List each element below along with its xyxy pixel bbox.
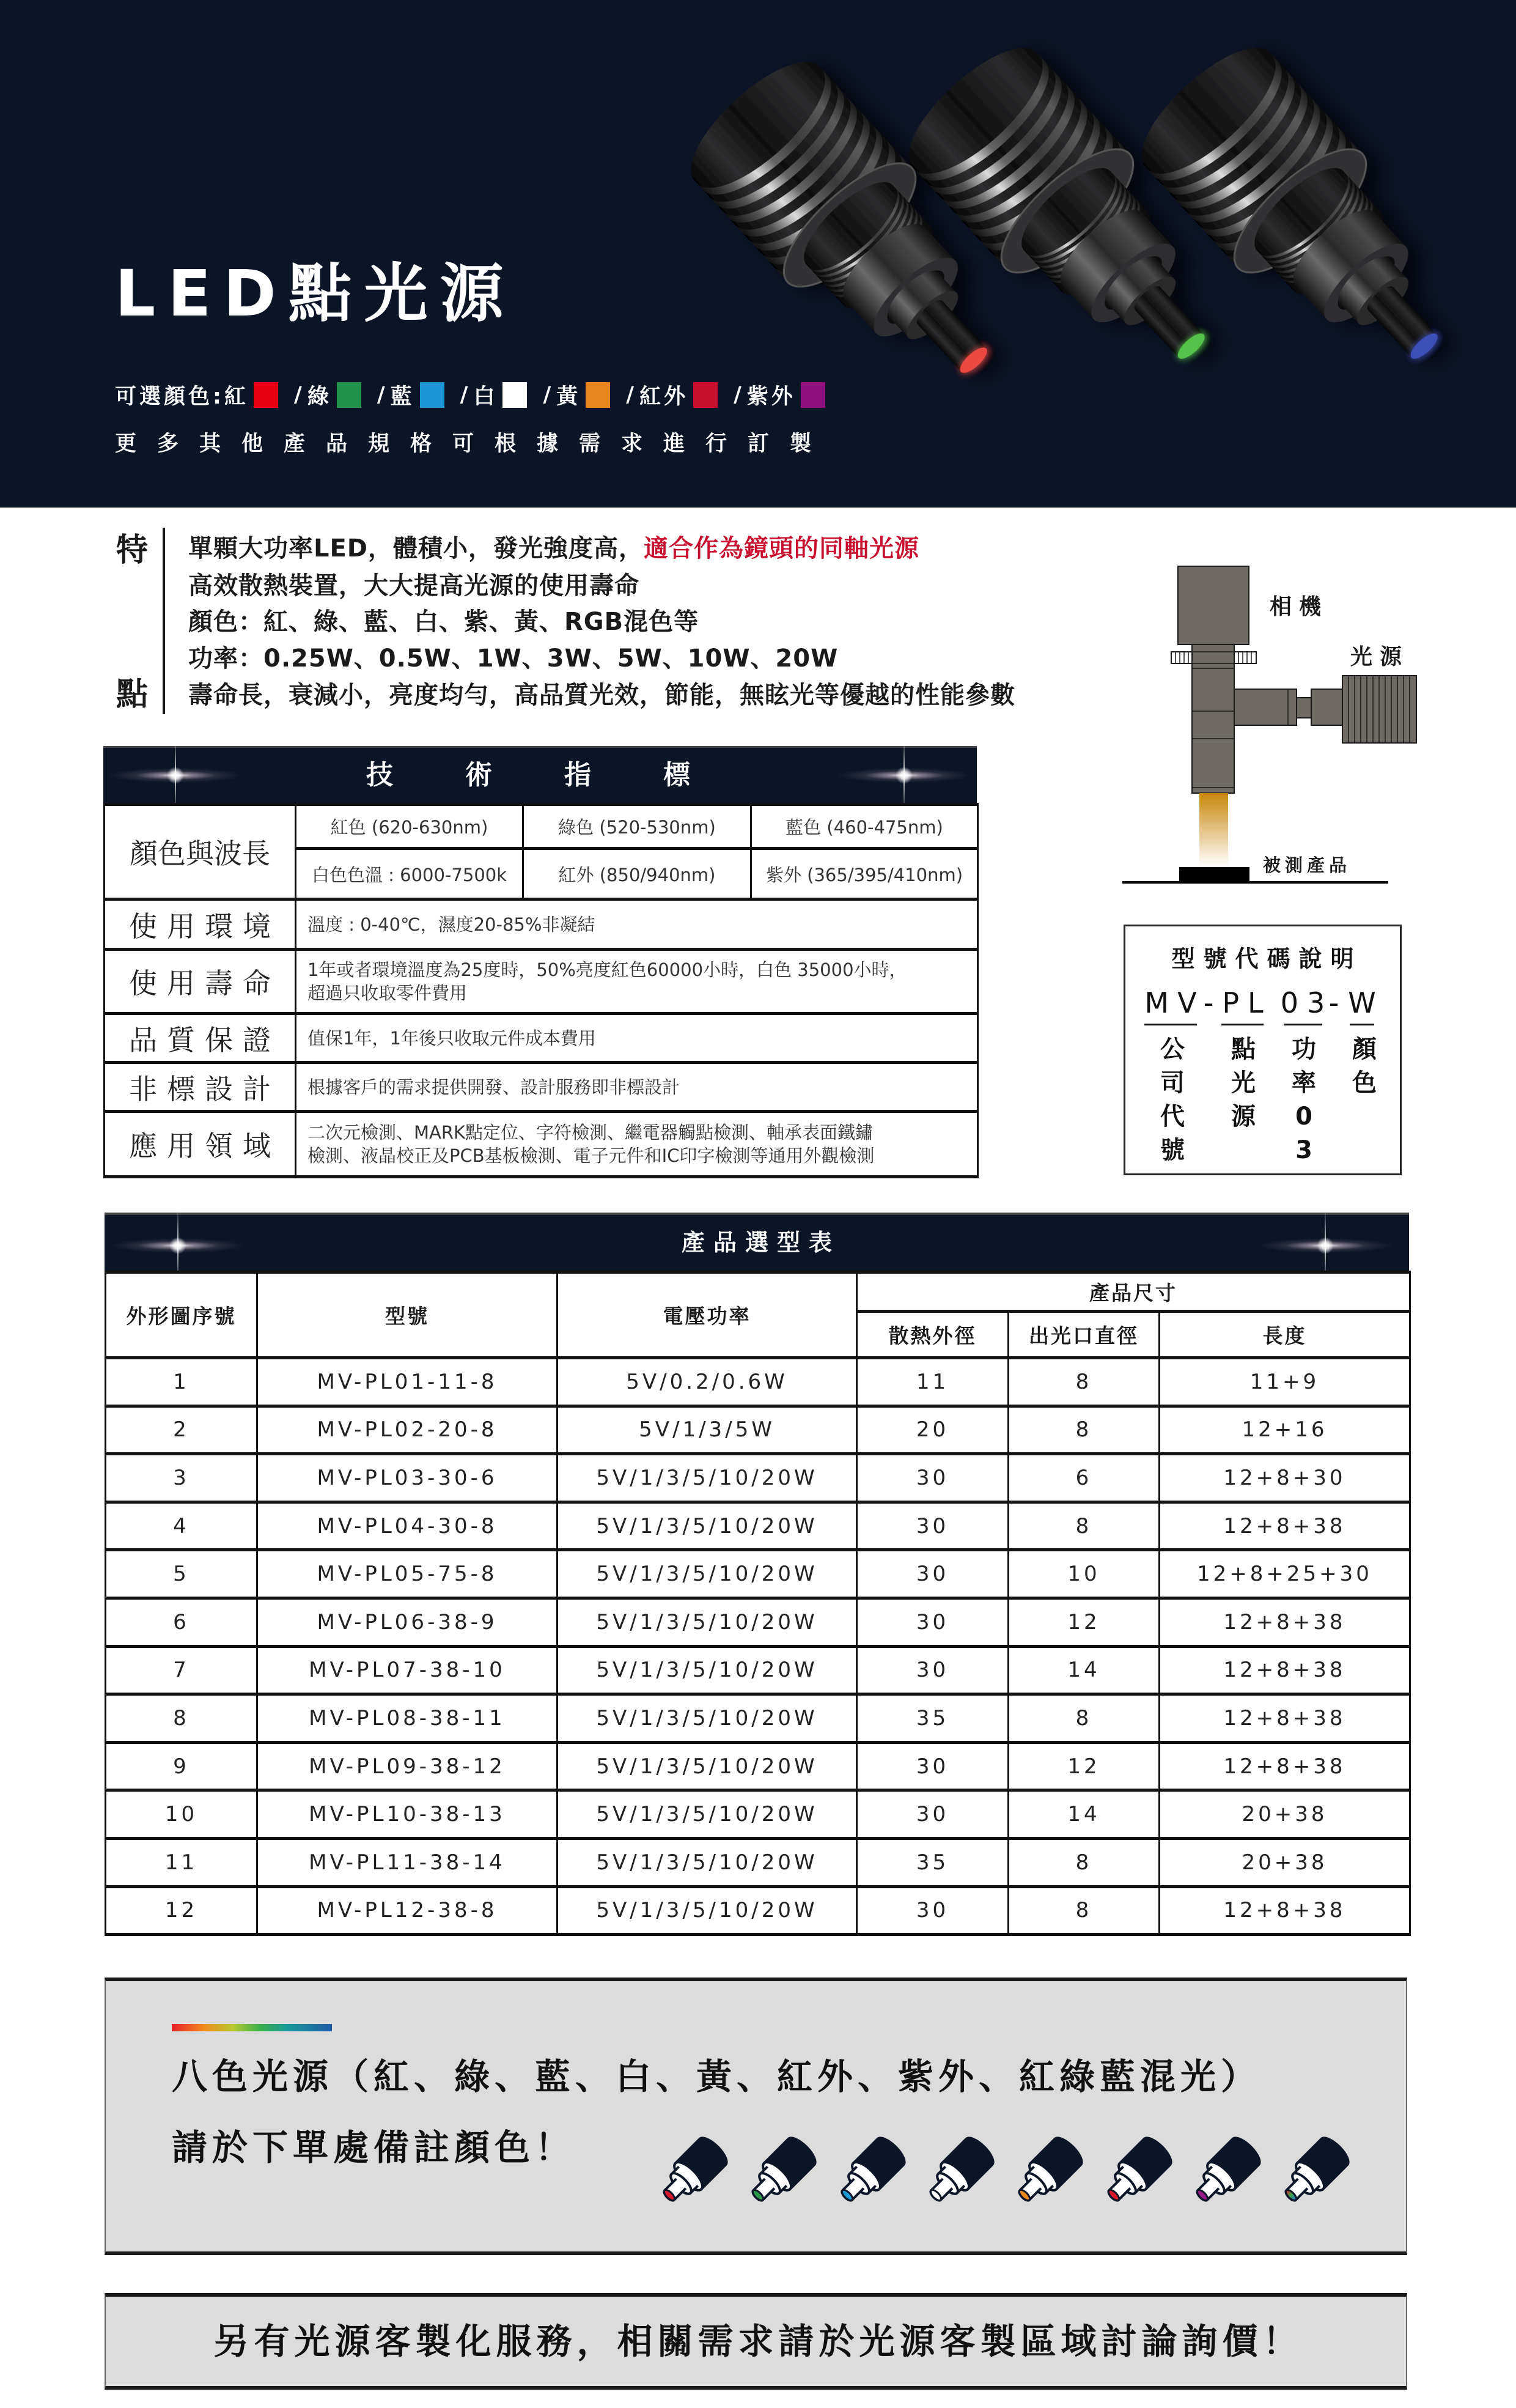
- light-source-heatsink: [1342, 676, 1416, 743]
- cell-model: MV-PL12-38-8: [257, 1886, 557, 1935]
- cell-length: 12+8+38: [1160, 1598, 1410, 1646]
- cell-heatsink: 30: [857, 1790, 1009, 1839]
- desc-char: 功: [1292, 1035, 1316, 1063]
- cell-index: 5: [106, 1550, 257, 1598]
- model-code-desc-color: [1346, 1033, 1383, 1100]
- desc-char: 顏: [1352, 1035, 1377, 1063]
- led-icon-body: [832, 2134, 908, 2210]
- cell-model: MV-PL10-38-13: [257, 1790, 557, 1839]
- cell-model: MV-PL05-75-8: [257, 1550, 557, 1598]
- cell-aperture: 8: [1009, 1406, 1160, 1454]
- desc-char: 公: [1160, 1035, 1185, 1063]
- led-icon-body: [1009, 2134, 1086, 2210]
- spec-row-color-wavelength: [105, 805, 978, 849]
- cell-aperture: 14: [1009, 1646, 1160, 1694]
- led-icon-body: [743, 2134, 819, 2210]
- cell-index: 12: [106, 1886, 257, 1935]
- cell-power: 5V/1/3/5/10/20W: [557, 1454, 857, 1502]
- separator: /: [543, 383, 554, 407]
- table-row: [106, 1646, 1410, 1694]
- model-code-title: 型號代碼說明: [1171, 945, 1363, 972]
- table-row: [106, 1694, 1410, 1743]
- spec-label: 顏色與波長: [105, 805, 296, 899]
- led-icon-body: [1276, 2134, 1352, 2210]
- table-row: [106, 1838, 1410, 1886]
- feature-line: [188, 530, 919, 567]
- cell-index: 7: [106, 1646, 257, 1694]
- column-header-heatsink: 散熱外徑: [857, 1312, 1009, 1358]
- page-title: LED點光源: [115, 256, 516, 331]
- color-option-name: 白: [473, 385, 498, 409]
- spec-row-applications: [105, 1112, 978, 1177]
- led-icon-body: [1098, 2134, 1175, 2210]
- color-option-name: 紅外: [639, 385, 689, 409]
- cell-power: 5V/1/3/5/10/20W: [557, 1886, 857, 1935]
- separator: /: [626, 383, 638, 407]
- cell-aperture: 14: [1009, 1790, 1160, 1839]
- product-table-header: [105, 1213, 1409, 1271]
- spec-value: 值保1年，1年後只收取元件成本費用: [296, 1014, 978, 1063]
- model-code-underline: [1350, 1024, 1374, 1025]
- spec-value-line: 1年或者環境溫度為25度時，50%亮度紅色60000小時，白色 35000小時，: [307, 959, 907, 980]
- cell-power: 5V/1/3/5/10/20W: [557, 1646, 857, 1694]
- cell-heatsink: 30: [857, 1550, 1009, 1598]
- spec-table-header: [103, 746, 977, 803]
- led-icon-rgb-mix: [1276, 2134, 1352, 2210]
- features-divider: [163, 528, 165, 714]
- color-swatch-infrared: [693, 382, 718, 408]
- cell-power: 5V/1/3/5W: [557, 1406, 857, 1454]
- cell-heatsink: 35: [857, 1694, 1009, 1743]
- color-options-label: 可選顏色:: [115, 385, 224, 409]
- separator: /: [460, 383, 471, 407]
- cell-heatsink: 30: [857, 1646, 1009, 1694]
- feature-line: 壽命長，衰減小，亮度均勻，高品質光效，節能，無眩光等優越的性能參數: [188, 681, 1015, 709]
- desc-char: 源: [1231, 1102, 1256, 1131]
- cell-index: 11: [106, 1838, 257, 1886]
- cell-model: MV-PL07-38-10: [257, 1646, 557, 1694]
- led-icon-yellow: [1009, 2134, 1086, 2210]
- hero-banner: [0, 0, 1516, 508]
- model-code-underline: [1284, 1024, 1322, 1025]
- coaxial-arm: [1234, 689, 1342, 725]
- desc-char: 司: [1160, 1069, 1185, 1097]
- desc-char: 點: [1231, 1035, 1256, 1063]
- cell-length: 12+8+38: [1160, 1502, 1410, 1550]
- coaxial-setup-diagram: [1100, 538, 1443, 905]
- separator: /: [294, 383, 305, 407]
- cell-length: 12+8+38: [1160, 1886, 1410, 1935]
- spec-row-lifetime: [105, 950, 978, 1014]
- camera-body: [1178, 566, 1249, 644]
- cell-model: MV-PL01-11-8: [257, 1358, 557, 1406]
- light-beam: [1199, 793, 1228, 866]
- model-code-desc-company: [1154, 1033, 1191, 1167]
- model-code-underline: [1144, 1024, 1197, 1025]
- feature-line: 高效散熱裝置，大大提高光源的使用壽命: [188, 572, 639, 600]
- spec-value-line: 檢測、液晶校正及PCB基板檢測、電子元件和IC印字檢測等通用外觀檢測: [307, 1145, 875, 1166]
- table-row: [106, 1550, 1410, 1598]
- cell-index: 2: [106, 1406, 257, 1454]
- table-row: [106, 1598, 1410, 1646]
- cell-heatsink: 11: [857, 1358, 1009, 1406]
- led-icon-white: [921, 2134, 997, 2210]
- features-side-label-top: 特: [116, 532, 149, 569]
- spec-cell-red: 紅色 (620-630nm): [296, 805, 523, 849]
- column-header-model: 型號: [257, 1272, 557, 1358]
- eight-color-title: 八色光源（紅、綠、藍、白、黃、紅外、紫外、紅綠藍混光）: [172, 2056, 1262, 2097]
- cell-length: 11+9: [1160, 1358, 1410, 1406]
- model-code-segment: W: [1348, 986, 1385, 1019]
- column-header-power: 電壓功率: [557, 1272, 857, 1358]
- cell-heatsink: 20: [857, 1406, 1009, 1454]
- cell-heatsink: 30: [857, 1886, 1009, 1935]
- separator: /: [734, 383, 745, 407]
- cell-model: MV-PL11-38-14: [257, 1838, 557, 1886]
- spec-cell-white: 白色色溫 : 6000-7500k: [296, 849, 523, 899]
- cell-heatsink: 30: [857, 1742, 1009, 1790]
- cell-index: 6: [106, 1598, 257, 1646]
- model-code-segment: 03: [1280, 986, 1334, 1019]
- cell-model: MV-PL06-38-9: [257, 1598, 557, 1646]
- feature-highlight: 適合作為鏡頭的同軸光源: [644, 534, 920, 563]
- table-row: [106, 1742, 1410, 1790]
- cell-power: 5V/1/3/5/10/20W: [557, 1598, 857, 1646]
- led-icon-red: [654, 2134, 730, 2210]
- cell-power: 5V/1/3/5/10/20W: [557, 1550, 857, 1598]
- model-code-desc-power: [1286, 1033, 1322, 1167]
- spec-cell-ultraviolet: 紫外 (365/395/410nm): [751, 849, 978, 899]
- led-icon-blue: [832, 2134, 908, 2210]
- spec-table-title: 技術指標: [366, 759, 762, 791]
- feature-text: 單顆大功率LED，體積小，發光強度高，: [188, 534, 644, 563]
- desc-char: 3: [1295, 1136, 1312, 1164]
- cell-aperture: 12: [1009, 1598, 1160, 1646]
- model-code-separator: -: [1203, 986, 1223, 1019]
- column-header-size-group: 產品尺寸: [857, 1272, 1410, 1312]
- customization-footer: [105, 2293, 1407, 2390]
- column-header-length: 長度: [1160, 1312, 1410, 1358]
- led-icon-ultraviolet: [1187, 2134, 1264, 2210]
- color-option-name: 黃: [556, 385, 581, 409]
- cell-aperture: 12: [1009, 1742, 1160, 1790]
- features-side-label-bottom: 點: [116, 676, 149, 713]
- cell-power: 5V/1/3/5/10/20W: [557, 1502, 857, 1550]
- cell-length: 20+38: [1160, 1790, 1410, 1839]
- desc-char: 光: [1231, 1069, 1256, 1097]
- sparkle-icon: [108, 739, 243, 812]
- color-swatch-green: [337, 382, 361, 408]
- customization-note: 更多其他產品規格可根據需求進行訂製: [115, 432, 833, 456]
- led-icon-infrared: [1098, 2134, 1175, 2210]
- cell-heatsink: 30: [857, 1454, 1009, 1502]
- model-code-segment: MV: [1144, 986, 1205, 1019]
- desc-char: 代: [1160, 1102, 1185, 1131]
- cell-length: 20+38: [1160, 1838, 1410, 1886]
- product-table-title: 產品選型表: [681, 1229, 841, 1256]
- cell-aperture: 8: [1009, 1886, 1160, 1935]
- model-code-legend: [1124, 925, 1402, 1175]
- desc-char: 號: [1160, 1136, 1185, 1164]
- cell-aperture: 8: [1009, 1358, 1160, 1406]
- cell-length: 12+8+30: [1160, 1454, 1410, 1502]
- cell-index: 3: [106, 1454, 257, 1502]
- spec-table: [103, 803, 979, 1178]
- color-swatch-blue: [420, 382, 444, 408]
- spec-label: 應用領域: [105, 1112, 296, 1177]
- customization-footer-text: 另有光源客製化服務，相關需求請於光源客製區域討論詢價！: [213, 2321, 1303, 2362]
- model-code-underline: [1221, 1024, 1264, 1025]
- sparkle-icon: [837, 739, 971, 812]
- cell-aperture: 8: [1009, 1694, 1160, 1743]
- cell-aperture: 8: [1009, 1502, 1160, 1550]
- spec-value: 溫度 : 0-40℃，濕度20-85%非凝結: [296, 899, 978, 950]
- tested-product-label: 被測產品: [1263, 855, 1352, 876]
- cell-index: 8: [106, 1694, 257, 1743]
- spec-value-line: 超過只收取零件費用: [307, 983, 468, 1003]
- separator: /: [377, 383, 388, 407]
- desc-char: 0: [1295, 1102, 1312, 1131]
- cell-aperture: 10: [1009, 1550, 1160, 1598]
- cell-index: 9: [106, 1742, 257, 1790]
- color-option-name: 綠: [307, 385, 332, 409]
- color-option-name: 紫外: [746, 385, 796, 409]
- cell-model: MV-PL04-30-8: [257, 1502, 557, 1550]
- cell-length: 12+8+38: [1160, 1646, 1410, 1694]
- spec-label: 使用壽命: [105, 950, 296, 1014]
- cell-model: MV-PL08-38-11: [257, 1694, 557, 1743]
- led-color-icons: [648, 2128, 1382, 2220]
- spec-row-warranty: [105, 1014, 978, 1063]
- product-selection-table: [105, 1271, 1411, 1936]
- model-code-separator: -: [1328, 986, 1348, 1019]
- desc-char: 色: [1352, 1069, 1377, 1097]
- spec-label: 非標設計: [105, 1063, 296, 1112]
- table-row: [106, 1406, 1410, 1454]
- cell-length: 12+8+38: [1160, 1742, 1410, 1790]
- cell-model: MV-PL09-38-12: [257, 1742, 557, 1790]
- cell-heatsink: 30: [857, 1598, 1009, 1646]
- color-option-name: 藍: [390, 385, 415, 409]
- test-product-block: [1179, 867, 1249, 882]
- cell-power: 5V/1/3/5/10/20W: [557, 1742, 857, 1790]
- spec-label: 品質保證: [105, 1014, 296, 1063]
- cell-model: MV-PL03-30-6: [257, 1454, 557, 1502]
- order-color-note: 請於下單處備註顏色！: [172, 2127, 576, 2168]
- feature-line: 顏色：紅、綠、藍、白、紫、黃、RGB混色等: [188, 608, 699, 636]
- column-header-index: 外形圖序號: [106, 1272, 257, 1358]
- cell-length: 12+16: [1160, 1406, 1410, 1454]
- cell-heatsink: 30: [857, 1502, 1009, 1550]
- spec-row-custom-design: [105, 1063, 978, 1112]
- table-row: [106, 1502, 1410, 1550]
- color-swatch-white: [502, 382, 527, 408]
- led-icon-body: [654, 2134, 730, 2210]
- spec-cell-green: 綠色 (520-530nm): [523, 805, 751, 849]
- color-option-name: 紅: [224, 385, 249, 409]
- spec-value-line: 二次元檢測、MARK點定位、字符檢測、繼電器觸點檢測、軸承表面鐵鏽: [307, 1122, 874, 1143]
- spec-cell-blue: 藍色 (460-475nm): [751, 805, 978, 849]
- cell-length: 12+8+38: [1160, 1694, 1410, 1743]
- camera-label: 相機: [1270, 594, 1329, 619]
- led-icon-body: [921, 2134, 997, 2210]
- model-code-segment: PL: [1222, 986, 1272, 1019]
- color-swatch-yellow: [586, 382, 610, 408]
- cell-power: 5V/0.2/0.6W: [557, 1358, 857, 1406]
- desc-char: 率: [1292, 1069, 1316, 1097]
- table-row: [106, 1790, 1410, 1839]
- color-options-legend: [115, 382, 825, 408]
- cell-index: 1: [106, 1358, 257, 1406]
- cell-index: 4: [106, 1502, 257, 1550]
- spec-value: [296, 950, 978, 1014]
- feature-line: 功率：0.25W、0.5W、1W、3W、5W、10W、20W: [188, 644, 839, 673]
- table-row: [106, 1886, 1410, 1935]
- cell-power: 5V/1/3/5/10/20W: [557, 1694, 857, 1743]
- cell-power: 5V/1/3/5/10/20W: [557, 1790, 857, 1839]
- cell-power: 5V/1/3/5/10/20W: [557, 1838, 857, 1886]
- cell-length: 12+8+25+30: [1160, 1550, 1410, 1598]
- cell-model: MV-PL02-20-8: [257, 1406, 557, 1454]
- cell-index: 10: [106, 1790, 257, 1839]
- spec-value: [296, 1112, 978, 1177]
- color-swatch-red: [254, 382, 278, 408]
- light-source-label: 光源: [1350, 644, 1410, 670]
- cell-aperture: 8: [1009, 1838, 1160, 1886]
- model-code-desc-type: [1225, 1033, 1262, 1134]
- spec-cell-infrared: 紅外 (850/940nm): [523, 849, 751, 899]
- spec-row-environment: [105, 899, 978, 950]
- eight-color-notice: [105, 1978, 1407, 2255]
- led-icon-green: [743, 2134, 819, 2210]
- cell-aperture: 6: [1009, 1454, 1160, 1502]
- color-swatch-ultraviolet: [801, 382, 825, 408]
- column-header-aperture: 出光口直徑: [1009, 1312, 1160, 1358]
- table-row: [106, 1454, 1410, 1502]
- lens-tube: [1192, 644, 1234, 793]
- cell-heatsink: 35: [857, 1838, 1009, 1886]
- spec-value: 根據客戶的需求提供開發、設計服務即非標設計: [296, 1063, 978, 1112]
- table-row: [106, 1358, 1410, 1406]
- led-icon-body: [1187, 2134, 1264, 2210]
- table-header-row: [106, 1272, 1410, 1312]
- spec-label: 使用環境: [105, 899, 296, 950]
- rainbow-bar: [172, 2024, 332, 2031]
